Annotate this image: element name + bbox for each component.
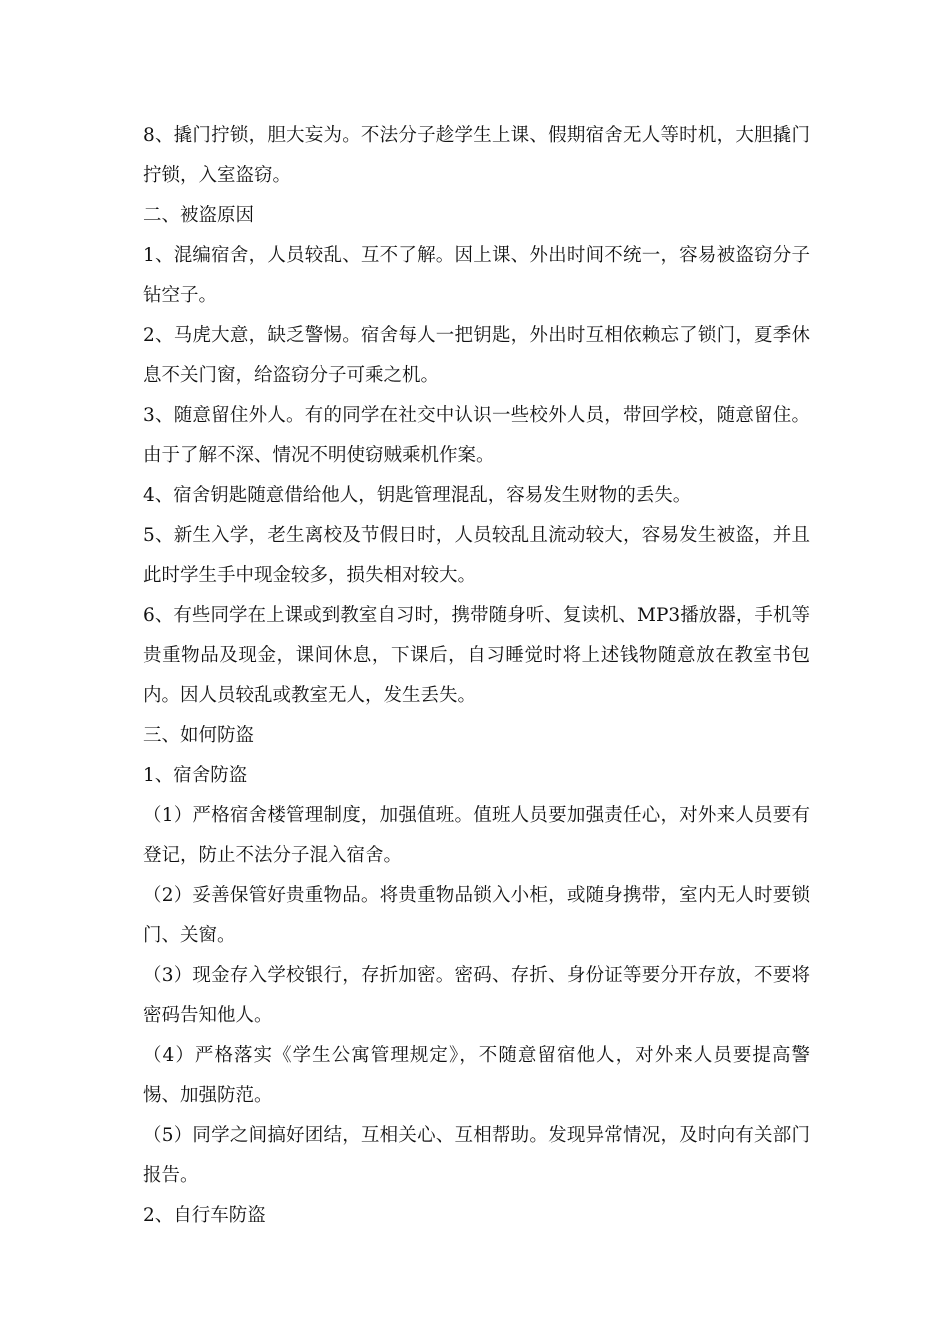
heading-prevention: 三、如何防盗: [143, 725, 255, 746]
paragraph-dorm-rule-1: （1）严格宿舍楼管理制度，加强值班。值班人员要加强责任心，对外来人员要有登记，防止不法分子混入宿舍。: [143, 805, 810, 866]
paragraph-dorm-rule-2: （2）妥善保管好贵重物品。将贵重物品锁入小柜，或随身携带，室内无人时要锁门、关窗。: [143, 885, 810, 946]
paragraph-cause-6: 6、有些同学在上课或到教室自习时，携带随身听、复读机、MP3播放器，手机等贵重物品及现金，课间休息，下课后，自习睡觉时将上述钱物随意放在教室书包内。因人员较乱或教室无人，发生丢失。: [143, 605, 810, 706]
heading-theft-causes: 二、被盗原因: [143, 205, 255, 226]
paragraph-cause-3: 3、随意留住外人。有的同学在社交中认识一些校外人员，带回学校，随意留住。由于了解不深、情况不明使窃贼乘机作案。: [143, 405, 810, 466]
subheading-bicycle-prevention: 2、自行车防盗: [143, 1205, 266, 1226]
paragraph-dorm-rule-5: （5）同学之间搞好团结，互相关心、互相帮助。发现异常情况，及时向有关部门报告。: [143, 1125, 810, 1186]
paragraph-pry-locks: 8、撬门拧锁，胆大妄为。不法分子趁学生上课、假期宿舍无人等时机，大胆撬门拧锁，入室盗窃。: [143, 125, 810, 186]
paragraph-dorm-rule-4: （4）严格落实《学生公寓管理规定》，不随意留宿他人，对外来人员要提高警惕、加强防范。: [143, 1045, 810, 1106]
paragraph-cause-4: 4、宿舍钥匙随意借给他人，钥匙管理混乱，容易发生财物的丢失。: [143, 485, 692, 506]
paragraph-cause-5: 5、新生入学，老生离校及节假日时，人员较乱且流动较大，容易发生被盗，并且此时学生手中现金较多，损失相对较大。: [143, 525, 810, 586]
paragraph-cause-2: 2、马虎大意，缺乏警惕。宿舍每人一把钥匙，外出时互相依赖忘了锁门，夏季休息不关门窗，给盗窃分子可乘之机。: [143, 325, 810, 386]
subheading-dorm-prevention: 1、宿舍防盗: [143, 765, 248, 786]
paragraph-cause-1: 1、混编宿舍，人员较乱、互不了解。因上课、外出时间不统一，容易被盗窃分子钻空子。: [143, 245, 810, 306]
paragraph-dorm-rule-3: （3）现金存入学校银行，存折加密。密码、存折、身份证等要分开存放，不要将密码告知他人。: [143, 965, 810, 1026]
